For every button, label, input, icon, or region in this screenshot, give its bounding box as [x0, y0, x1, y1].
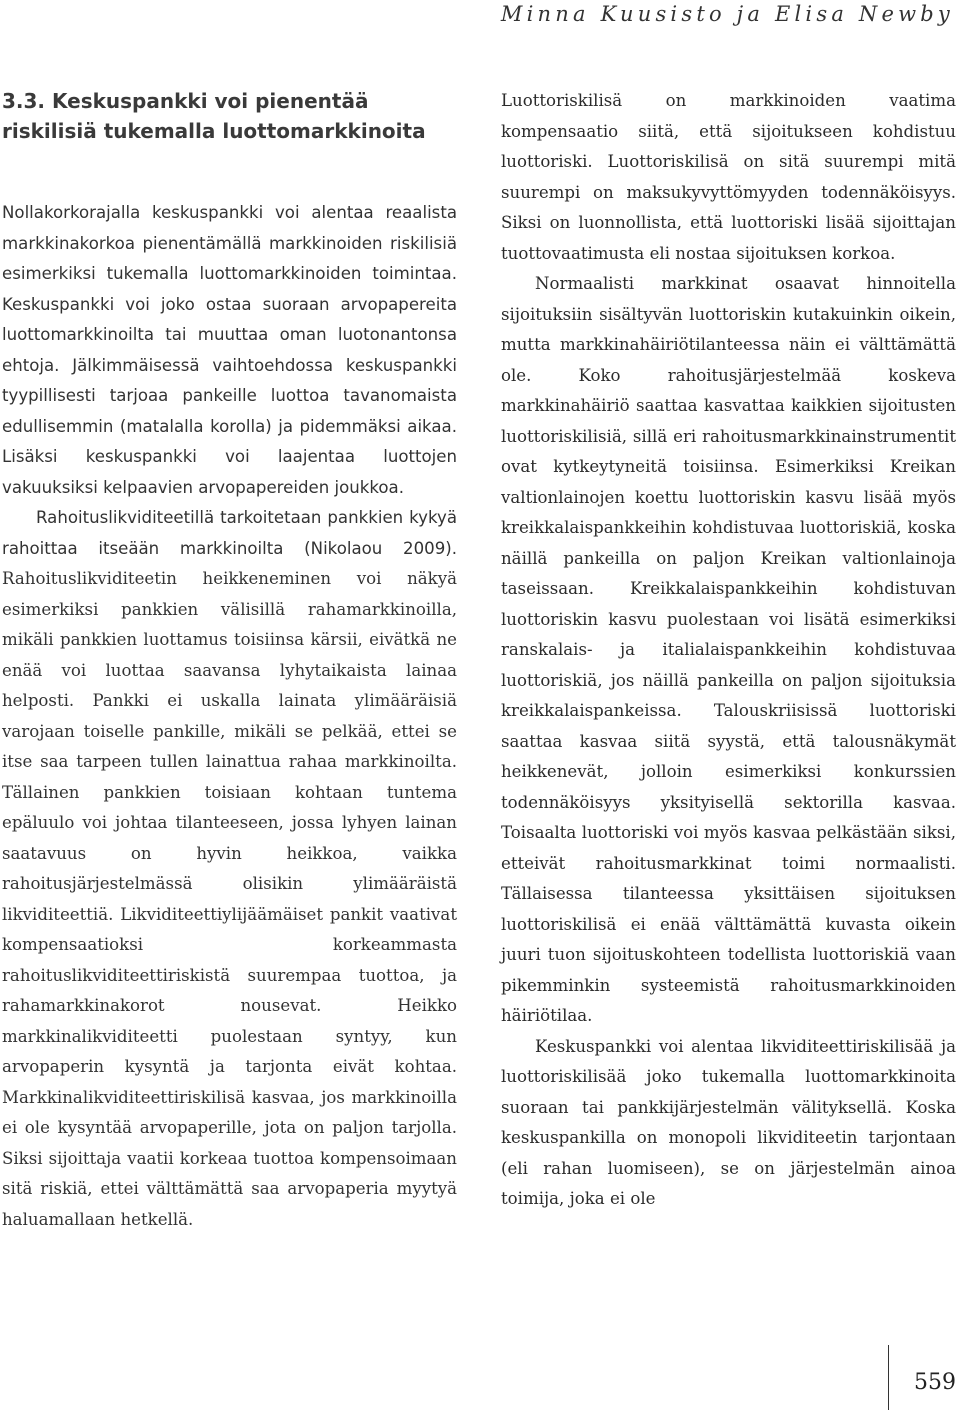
paragraph: Nollakorkorajalla keskuspankki voi alentaa reaalista markkinakorkoa pienentämällä markkinoiden riskilisiä esimerkiksi tukemalla luottomarkkinoiden toimintaa. Keskuspankki voi joko ostaa suoraan arvopapereita luottomarkkinoilta tai muuttaa oman luotonantonsa ehtoja. Jälkimmäisessä vaihtoehdossa keskuspankki tyypillisesti tarjoaa pankeille luottoa tavanomaista edullisemmin (matalalla korolla) ja pidemmäksi aikaa. Lisäksi keskuspankki voi laajentaa luottojen vakuuksiksi kelpaavien arvopapereiden joukkoa.: [2, 203, 457, 497]
section-title: 3.3. Keskuspankki voi pienentää riskilisiä tukemalla luottomarkkinoita: [2, 89, 426, 143]
left-column: [2, 86, 457, 1235]
page-number: 559: [914, 1370, 956, 1395]
right-column: [501, 86, 956, 1215]
running-head: Minna Kuusisto ja Elisa Newby: [500, 2, 954, 26]
paragraph: Luottoriskilisä on markkinoiden vaatima kompensaatio siitä, että sijoitukseen kohdistuu luottoriski. Luottoriskilisä on sitä suurempi mitä suurempi on maksukyvyttömyyden todennäköisyys. Siksi on luonnollista, että luottoriski lisää sijoittajan tuottovaatimusta eli nostaa sijoituksen korkoa.: [501, 91, 956, 263]
paragraph: Keskuspankki voi alentaa likviditeettiriskilisää ja luottoriskilisää joko tukemalla luottomarkkinoita suoraan tai pankkijärjestelmän välityksellä. Koska keskuspankilla on monopoli likviditeetin tarjontaan (eli rahan luomiseen), se on järjestelmän ainoa toimija, joka ei ole: [501, 1036, 956, 1208]
paragraph-continuation: Rahoituslikviditeetin heikkeneminen voi näkyä esimerkiksi pankkien välisillä rahamarkkinoilla, mikäli pankkien luottamus toisiinsa kärsii, eivätkä ne enää voi luottaa saavansa lyhytaikaista lainaa helposti. Pankki ei uskalla lainata ylimääräisiä varojaan toiselle pankille, mikäli se pelkää, ettei se itse saa tarpeen tullen lainattua rahaa markkinoilta. Tällainen pankkien toisiaan kohtaan tuntema epäluulo voi johtaa tilanteeseen, jossa lyhyen lainan saatavuus on hyvin heikkoa, vaikka rahoitusjärjestelmässä olisikin ylimääräistä likviditeettiä. Likviditeettiylijäämäiset pankit vaativat kompensaatioksi korkeammasta rahoituslikviditeettiriskistä suurempaa tuottoa, ja rahamarkkinakorot nousevat. Heikko markkinalikviditeetti puolestaan syntyy, kun arvopaperin kysyntä ja tarjonta eivät kohtaa. Markkinalikviditeettiriskilisä kasvaa, jos markkinoilla ei ole kysyntää arvopaperille, jota on paljon tarjolla. Siksi sijoittaja vaatii korkeaa tuottoa kompensoimaan sitä riskiä, ettei välttämättä saa arvopaperia myytyä haluamallaan hetkellä.: [2, 569, 457, 1229]
page-number-rule: [888, 1345, 889, 1410]
paragraph: Normaalisti markkinat osaavat hinnoitella sijoituksiin sisältyvän luottoriskin kutakuinkin oikein, mutta markkinahäiriötilanteessa näin ei välttämättä ole. Koko rahoitusjärjestelmää koskeva markkinahäiriö saattaa kasvattaa kaikkien sijoitusten luottoriskilisiä, sillä eri rahoitusmarkkinainstrumentit ovat kytkeytyneitä toisiinsa. Esimerkiksi Kreikan valtionlainojen koettu luottoriskin kasvu lisää myös kreikkalaispankkeihin kohdistuvaa luottoriskiä, koska näillä pankeilla on paljon Kreikan valtionlainoja taseissaan. Kreikkalaispankkeihin kohdistuvan luottoriskin kasvu puolestaan voi lisätä esimerkiksi ranskalais- ja italialaispankkeihin kohdistuvaa luottoriskiä, jos näillä pankeilla on paljon sijoituksia kreikkalaispankeissa. Talouskriisissä luottoriski saattaa kasvaa siitä syystä, että talousnäkymät heikkenevät, jolloin esimerkiksi konkurssien todennäköisyys yksityisellä sektorilla kasvaa. Toisaalta luottoriski voi myös kasvaa pelkästään siksi, etteivät rahoitusmarkkinat toimi normaalisti. Tällaisessa tilanteessa yksittäisen sijoituksen luottoriskilisä ei enää välttämättä kuvasta oikein juuri tuon sijoituskohteen todellista luottoriskiä vaan pikemminkin systeemistä rahoitusmarkkinoiden häiriötilaa.: [501, 274, 956, 1025]
paragraph-lead-sans: Rahoituslikviditeetillä tarkoitetaan pankkien kykyä rahoittaa itseään markkinoilta (Nikolaou 2009).: [2, 508, 457, 558]
paragraph-lead: [2, 503, 457, 1235]
